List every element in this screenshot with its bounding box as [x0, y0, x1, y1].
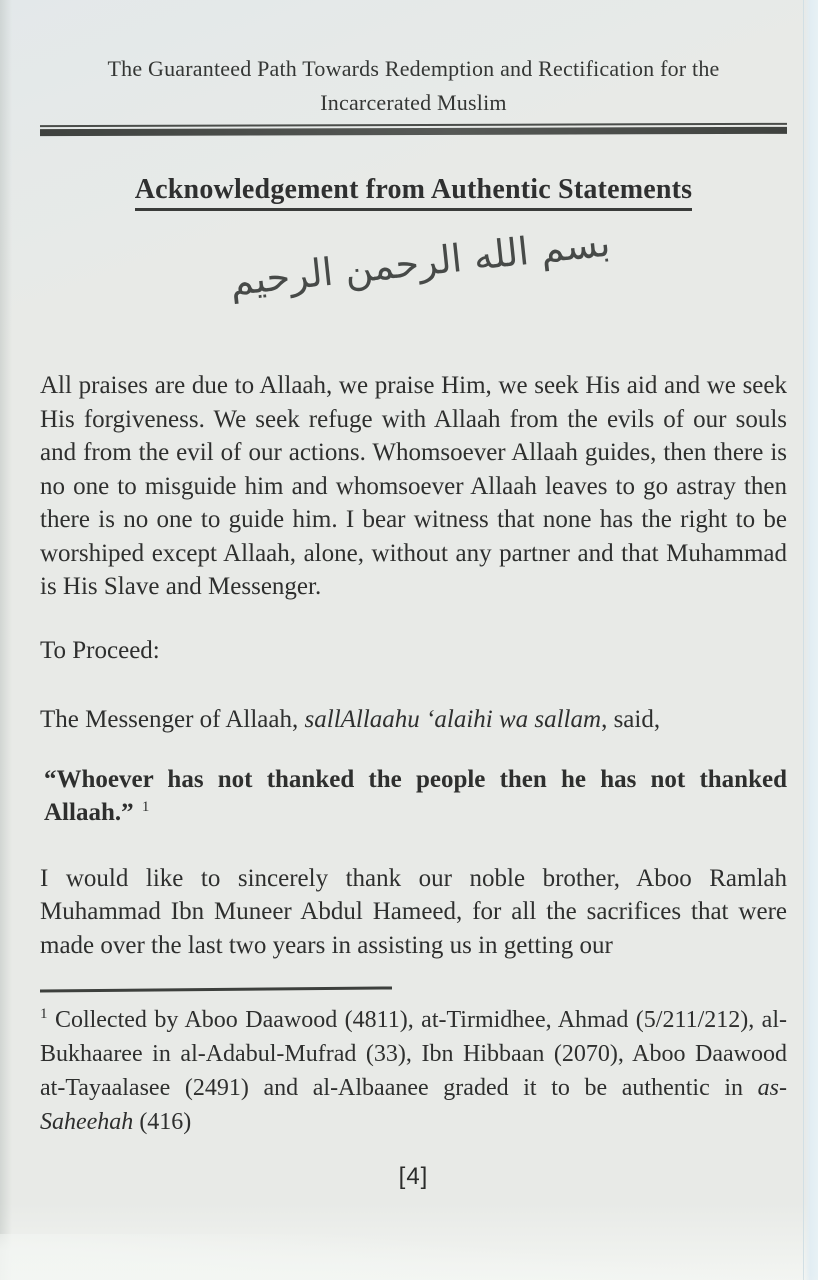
- running-header-line1: The Guaranteed Path Towards Redemption and Rectification for the: [107, 56, 720, 81]
- messenger-said-prefix: The Messenger of Allaah,: [40, 706, 305, 733]
- paragraph-khutbah: All praises are due to Allaah, we praise Him, we seek His aid and we seek His forgiveness. We seek refuge with Allaah from the evils of our souls and from the evil of our actions. Whomsoever Allaah guides, then there is no one to misguide him and whomsoever Allaah leaves to go astray then there is no one to guide him. I bear witness that none has the right to be worshiped except Allaah, alone, without any partner and that Muhammad is His Slave and Messenger.: [40, 372, 787, 600]
- footnote-body-after-italic: (416): [133, 1109, 192, 1135]
- paragraph-messenger-said: [40, 703, 787, 737]
- footnote-book-title-italic: as-Saheehah: [40, 1075, 787, 1135]
- running-header-line2: Incarcerated Muslim: [320, 90, 507, 115]
- section-title: [40, 173, 787, 207]
- hadith-quote-text: “Whoever has not thanked the people then he has not thanked Allaah.”: [44, 765, 787, 826]
- page-number: [4]: [398, 1163, 429, 1190]
- messenger-honorific-italic: sallAllaahu ‘alaihi wa sallam: [304, 706, 602, 733]
- page-bottom-curl-highlight: [0, 1234, 818, 1280]
- footnote-text: [40, 1003, 787, 1139]
- hadith-footnote-reference: 1: [141, 799, 150, 815]
- section-title-text: Acknowledgement from Authentic Statements: [135, 174, 693, 211]
- paragraph-to-proceed: To Proceed:: [40, 636, 160, 664]
- bismillah-calligraphy-block: [40, 220, 787, 327]
- paragraph-hadith-quote: [40, 763, 787, 830]
- footnote-number: 1: [40, 1006, 48, 1022]
- header-double-rule: [40, 123, 787, 136]
- bismillah-arabic-text: بسم الله الرحمن الرحيم: [227, 220, 612, 305]
- paragraph-thanks: I would like to sincerely thank our noble brother, Aboo Ramlah Muhammad Ibn Muneer Abdul Hameed, for all the sacrifices that were made over the last two years in assisting us in getting our: [40, 864, 787, 959]
- running-header: [40, 0, 787, 120]
- footnote-separator-rule: [40, 986, 392, 992]
- messenger-said-suffix: , said,: [601, 706, 661, 733]
- footnote-body-before-italic: Collected by Aboo Daawood (4811), at-Tirmidhee, Ahmad (5/211/212), al-Bukhaaree in al-Adabul-Mufrad (33), Ibn Hibbaan (2070), Aboo Daawood at-Tayaalasee (2491) and al-Albaanee graded it to be authentic in: [40, 1007, 787, 1101]
- header-rule-thick-line: [40, 127, 787, 136]
